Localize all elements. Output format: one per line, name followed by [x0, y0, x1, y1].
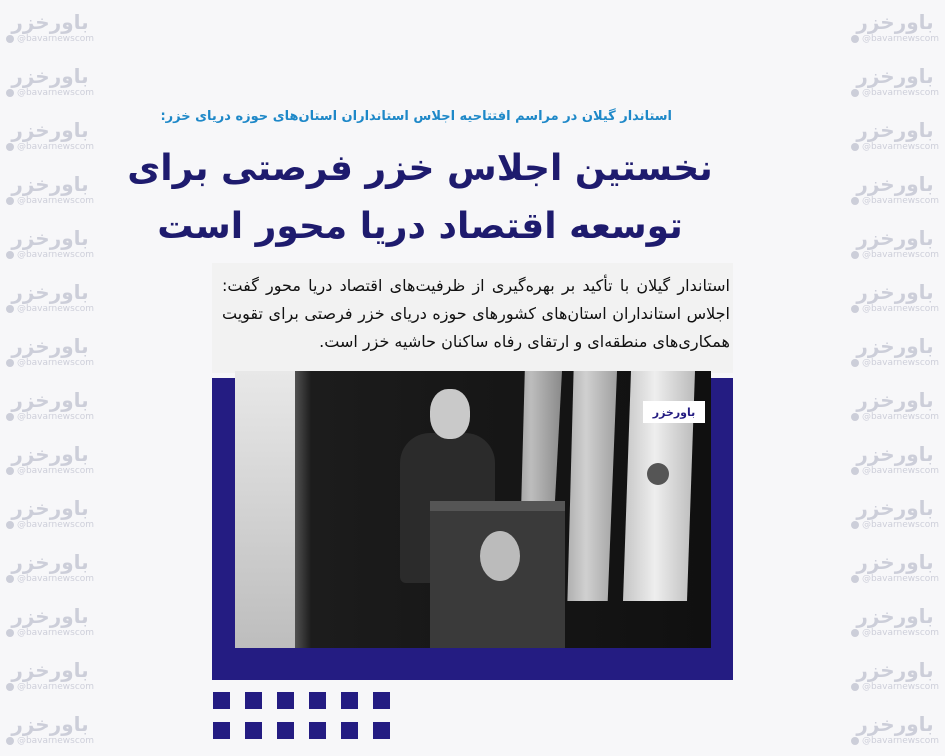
watermark-handle: @bavarnewscom [6, 34, 94, 44]
watermark-logo: باورخزر [856, 442, 934, 466]
watermark-handle: @bavarnewscom [851, 34, 939, 44]
watermark-logo: باورخزر [856, 172, 934, 196]
social-icon [6, 197, 14, 205]
social-icon [6, 143, 14, 151]
watermark-logo: باورخزر [856, 388, 934, 412]
social-icon [6, 521, 14, 529]
social-icon [6, 575, 14, 583]
watermark-handle: @bavarnewscom [6, 628, 94, 638]
watermark-handle: @bavarnewscom [851, 142, 939, 152]
watermark-tile [845, 324, 945, 378]
watermark-logo: باورخزر [11, 64, 89, 88]
watermark-tile [845, 648, 945, 702]
decorative-square [309, 692, 326, 709]
watermark-handle: @bavarnewscom [6, 304, 94, 314]
social-icon [6, 305, 14, 313]
watermark-handle: @bavarnewscom [6, 466, 94, 476]
decorative-square [245, 722, 262, 739]
watermark-logo: باورخزر [11, 550, 89, 574]
watermark-tile [0, 270, 100, 324]
social-icon [6, 683, 14, 691]
watermark-tile [0, 702, 100, 756]
kicker-text: استاندار گیلان در مراسم افتتاحیه اجلاس استانداران استان‌های حوزه دریای خزر: [160, 109, 672, 124]
watermark-logo: باورخزر [11, 604, 89, 628]
social-icon [6, 89, 14, 97]
watermark-logo: باورخزر [856, 712, 934, 736]
watermark-logo: باورخزر [856, 334, 934, 358]
watermark-logo: باورخزر [11, 442, 89, 466]
decorative-square [309, 722, 326, 739]
watermark-logo: باورخزر [856, 550, 934, 574]
watermark-logo: باورخزر [11, 496, 89, 520]
watermark-tile [0, 594, 100, 648]
watermark-logo: باورخزر [11, 388, 89, 412]
watermark-tile [845, 540, 945, 594]
watermark-tile [845, 486, 945, 540]
social-icon [6, 629, 14, 637]
decorative-square [373, 692, 390, 709]
watermark-handle: @bavarnewscom [6, 88, 94, 98]
watermark-handle: @bavarnewscom [6, 682, 94, 692]
flag-emblem-icon [647, 463, 669, 485]
decorative-square [373, 722, 390, 739]
watermark-tile [845, 108, 945, 162]
social-icon [851, 629, 859, 637]
watermark-tile [845, 54, 945, 108]
social-icon [6, 251, 14, 259]
watermark-handle: @bavarnewscom [6, 520, 94, 530]
watermark-handle: @bavarnewscom [851, 574, 939, 584]
decorative-square [277, 692, 294, 709]
watermark-tile [845, 594, 945, 648]
social-icon [851, 467, 859, 475]
watermark-logo: باورخزر [11, 118, 89, 142]
watermark-tile [0, 486, 100, 540]
watermark-handle: @bavarnewscom [851, 520, 939, 530]
watermark-handle: @bavarnewscom [6, 358, 94, 368]
watermark-logo: باورخزر [856, 10, 934, 34]
social-icon [851, 359, 859, 367]
watermark-handle: @bavarnewscom [6, 736, 94, 746]
watermark-tile [0, 54, 100, 108]
watermark-handle: @bavarnewscom [851, 466, 939, 476]
social-icon [851, 305, 859, 313]
social-icon [851, 737, 859, 745]
decorative-square [341, 692, 358, 709]
decorative-square [341, 722, 358, 739]
watermark-logo: باورخزر [856, 658, 934, 682]
social-icon [851, 521, 859, 529]
watermark-tile [0, 378, 100, 432]
watermark-logo: باورخزر [11, 226, 89, 250]
watermark-handle: @bavarnewscom [851, 196, 939, 206]
watermark-tile [0, 540, 100, 594]
watermark-tile [845, 270, 945, 324]
watermark-logo: باورخزر [11, 172, 89, 196]
social-icon [851, 683, 859, 691]
watermark-handle: @bavarnewscom [6, 142, 94, 152]
watermark-logo: باورخزر [11, 10, 89, 34]
watermark-handle: @bavarnewscom [6, 412, 94, 422]
decorative-square [277, 722, 294, 739]
watermark-tile [845, 0, 945, 54]
watermark-tile [0, 324, 100, 378]
decorative-square [213, 692, 230, 709]
watermark-tile [0, 0, 100, 54]
watermark-column-left [0, 0, 100, 756]
social-icon [851, 89, 859, 97]
watermark-logo: باورخزر [856, 118, 934, 142]
watermark-tile [845, 378, 945, 432]
decorative-square [213, 722, 230, 739]
social-icon [851, 575, 859, 583]
watermark-logo: باورخزر [856, 604, 934, 628]
watermark-tile [0, 162, 100, 216]
speaker-head [430, 389, 470, 439]
social-icon [6, 413, 14, 421]
watermark-tile [0, 432, 100, 486]
watermark-handle: @bavarnewscom [851, 88, 939, 98]
watermark-handle: @bavarnewscom [6, 250, 94, 260]
watermark-logo: باورخزر [11, 280, 89, 304]
watermark-handle: @bavarnewscom [6, 574, 94, 584]
watermark-logo: باورخزر [11, 712, 89, 736]
watermark-handle: @bavarnewscom [851, 412, 939, 422]
watermark-tile [845, 702, 945, 756]
headline: نخستین اجلاس خزر فرصتی برای توسعه اقتصاد دریا محور است [127, 148, 713, 247]
watermark-tile [845, 162, 945, 216]
watermark-handle: @bavarnewscom [851, 628, 939, 638]
social-icon [6, 737, 14, 745]
photo-logo-tag: باورخزر [643, 401, 705, 423]
podium-logo-icon [480, 531, 520, 581]
social-icon [6, 467, 14, 475]
watermark-logo: باورخزر [856, 64, 934, 88]
watermark-handle: @bavarnewscom [851, 736, 939, 746]
social-icon [851, 35, 859, 43]
watermark-tile [845, 216, 945, 270]
watermark-handle: @bavarnewscom [851, 250, 939, 260]
lead-paragraph: استاندار گیلان با تأکید بر بهره‌گیری از ظرفیت‌های اقتصاد دریا محور گفت: اجلاس استانداران استان‌های کشورهای حوزه دریای خزر فرصتی برای تقویت همکاری‌های منطقه‌ای و ارتقای رفاه ساکنان حاشیه خزر است. [222, 276, 730, 351]
watermark-logo: باورخزر [11, 658, 89, 682]
social-icon [6, 359, 14, 367]
social-icon [851, 143, 859, 151]
watermark-logo: باورخزر [11, 334, 89, 358]
social-icon [851, 251, 859, 259]
watermark-logo: باورخزر [856, 496, 934, 520]
decorative-dots [213, 692, 393, 742]
watermark-logo: باورخزر [856, 280, 934, 304]
stage-light [235, 371, 295, 648]
social-icon [851, 197, 859, 205]
watermark-handle: @bavarnewscom [851, 682, 939, 692]
social-icon [851, 413, 859, 421]
watermark-column-right [845, 0, 945, 756]
watermark-tile [0, 648, 100, 702]
watermark-handle: @bavarnewscom [851, 304, 939, 314]
news-photo [235, 371, 711, 648]
social-icon [6, 35, 14, 43]
decorative-square [245, 692, 262, 709]
watermark-tile [845, 432, 945, 486]
watermark-tile [0, 216, 100, 270]
watermark-tile [0, 108, 100, 162]
watermark-handle: @bavarnewscom [851, 358, 939, 368]
watermark-logo: باورخزر [856, 226, 934, 250]
watermark-handle: @bavarnewscom [6, 196, 94, 206]
